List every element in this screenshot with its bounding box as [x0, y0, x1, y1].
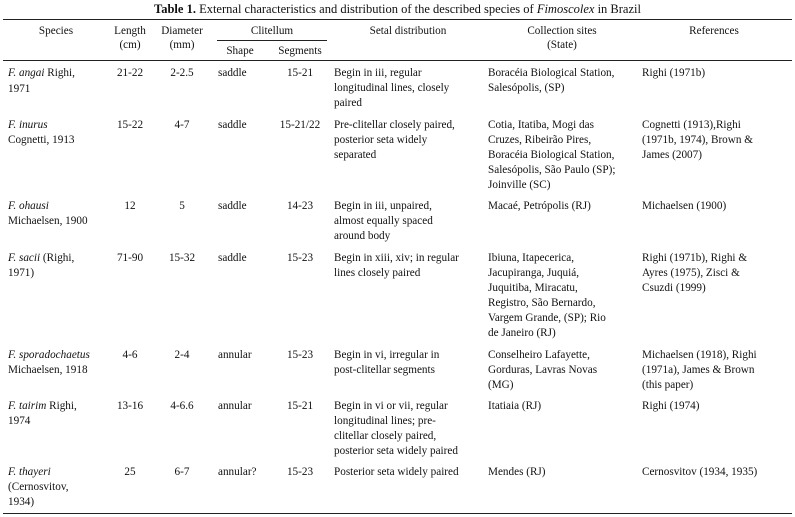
diameter-value: 5 [179, 200, 185, 212]
ref-line: Michaelsen (1900) [642, 200, 727, 212]
ref-line: Ayres (1975), Zisci & [642, 267, 740, 279]
ref-line: Cernosvitov (1934, 1935) [642, 466, 758, 478]
diameter-value: 2-4 [174, 349, 190, 361]
clitellum-shape: saddle [218, 252, 247, 264]
length-value: 21-22 [116, 67, 144, 79]
header-clitellum: Clitellum [250, 25, 294, 37]
species-author: (Cernosvitov, [8, 481, 69, 493]
species-name: F. angai Righi, [8, 67, 75, 79]
clitellum-rule [217, 40, 327, 41]
clitellum-segments: 15-21 [286, 400, 314, 412]
setal-line: Begin in xiii, xiv; in regular [334, 252, 459, 264]
site-line: de Janeiro (RJ) [488, 327, 556, 339]
site-line: Gorduras, Lavras Novas [488, 364, 598, 376]
ref-line: Righi (1974) [642, 400, 700, 412]
clitellum-segments: 15-23 [286, 466, 314, 478]
site-line: Itatiaia (RJ) [488, 400, 542, 412]
species-name: F. inurus [8, 119, 48, 131]
ref-line: Righi (1971b) [642, 67, 706, 79]
site-line: Boracéia Biological Station, [488, 67, 615, 79]
header-sites-unit: (State) [547, 39, 577, 51]
species-author: Michaelsen, 1900 [8, 215, 88, 227]
clitellum-segments: 15-21/22 [279, 119, 321, 131]
setal-line: longitudinal lines, closely [334, 82, 450, 94]
setal-line: clitellar closely paired, [334, 430, 437, 442]
ref-line: (1971b, 1974), Brown & [642, 134, 753, 146]
header-species: Species [38, 25, 74, 37]
site-line: Boracéia Biological Station, [488, 149, 615, 161]
site-line: Salesópolis, (SP) [488, 82, 565, 94]
site-line: Cruzes, Ribeirão Pires, [488, 134, 592, 146]
caption-genus: Fimoscolex [536, 2, 595, 16]
caption-suffix: in Brazil [597, 2, 641, 16]
species-author: 1971) [8, 267, 35, 279]
clitellum-segments: 15-21 [286, 67, 314, 79]
diameter-value: 6-7 [174, 466, 190, 478]
length-value: 13-16 [116, 400, 144, 412]
diameter-value: 4-7 [174, 119, 190, 131]
species-name: F. sporadochaetus [8, 349, 90, 361]
clitellum-segments: 15-23 [286, 349, 314, 361]
ref-line: (1971a), James & Brown [642, 364, 755, 376]
ref-line: Michaelsen (1918), Righi [642, 349, 757, 361]
ref-line: (this paper) [642, 379, 694, 391]
site-line: (MG) [488, 379, 514, 391]
setal-line: almost equally spaced [334, 215, 433, 227]
caption-label: Table 1. [154, 2, 196, 16]
site-line: Conselheiro Lafayette, [488, 349, 590, 361]
diameter-value: 4-6.6 [170, 400, 194, 412]
header-length-unit: (cm) [119, 39, 141, 51]
site-line: Macaé, Petrópolis (RJ) [488, 200, 591, 212]
species-author: 1971 [8, 83, 31, 95]
setal-line: Posterior seta widely paired [334, 466, 459, 478]
ref-line: Righi (1971b), Righi & [642, 252, 748, 264]
header-references: References [689, 25, 739, 37]
header-diameter-unit: (mm) [169, 39, 195, 51]
site-line: Joinville (SC) [488, 179, 551, 191]
header-setal: Setal distribution [369, 25, 447, 37]
top-rule [3, 19, 792, 20]
bottom-rule [3, 513, 792, 514]
header-sites: Collection sites [527, 25, 597, 37]
clitellum-segments: 14-23 [286, 200, 314, 212]
species-name: F. thayeri [8, 466, 51, 478]
clitellum-shape: annular [218, 400, 252, 412]
setal-line: Begin in vi, irregular in [334, 349, 440, 361]
clitellum-shape: annular [218, 349, 252, 361]
species-name: F. tairim Righi, [8, 400, 77, 412]
species-author: Cognetti, 1913 [8, 134, 75, 146]
site-line: Jacupiranga, Juquiá, [488, 267, 580, 279]
clitellum-shape: saddle [218, 119, 247, 131]
setal-line: Begin in iii, unpaired, [334, 200, 432, 212]
ref-line: Cognetti (1913),Righi [642, 119, 741, 131]
species-author: 1974 [8, 415, 31, 427]
table-caption [0, 2, 795, 17]
diameter-value: 2-2.5 [170, 67, 194, 79]
setal-line: Pre-clitellar closely paired, [334, 119, 455, 131]
setal-line: Begin in vi or vii, regular [334, 400, 448, 412]
caption-text: External characteristics and distribution of the described species of [199, 2, 534, 16]
setal-line: posterior seta widely paired [334, 445, 458, 457]
site-line: Registro, São Bernardo, [488, 297, 596, 309]
setal-line: around body [334, 230, 391, 242]
clitellum-shape: annular? [218, 466, 257, 478]
clitellum-shape: saddle [218, 67, 247, 79]
length-value: 25 [124, 466, 136, 478]
setal-line: Begin in iii, regular [334, 67, 422, 79]
species-name: F. sacii (Righi, [8, 252, 75, 264]
diameter-value: 15-32 [168, 252, 196, 264]
ref-line: James (2007) [642, 149, 702, 161]
setal-line: lines closely paired [334, 267, 421, 279]
setal-line: post-clitellar segments [334, 364, 435, 376]
setal-line: separated [334, 149, 377, 161]
species-author: 1934) [8, 496, 35, 508]
site-line: Vargem Grande, (SP); Rio [488, 312, 606, 324]
length-value: 15-22 [116, 119, 144, 131]
setal-line: longitudinal lines; pre- [334, 415, 436, 427]
site-line: Mendes (RJ) [488, 466, 546, 478]
length-value: 71-90 [116, 252, 144, 264]
header-rule [3, 60, 792, 61]
species-author: Michaelsen, 1918 [8, 364, 88, 376]
site-line: Ibiuna, Itapecerica, [488, 252, 575, 264]
site-line: Cotia, Itatiba, Mogi das [488, 119, 594, 131]
header-segments: Segments [278, 45, 322, 57]
header-length: Length [114, 25, 146, 37]
setal-line: paired [334, 97, 362, 109]
clitellum-segments: 15-23 [286, 252, 314, 264]
setal-line: posterior seta widely [334, 134, 428, 146]
length-value: 12 [124, 200, 136, 212]
site-line: Salesópolis, São Paulo (SP); [488, 164, 616, 176]
length-value: 4-6 [122, 349, 138, 361]
header-shape: Shape [226, 45, 254, 57]
clitellum-shape: saddle [218, 200, 247, 212]
ref-line: Csuzdi (1999) [642, 282, 706, 294]
species-name: F. ohausi [8, 200, 49, 212]
site-line: Juquitiba, Miracatu, [488, 282, 578, 294]
header-diameter: Diameter [161, 25, 203, 37]
